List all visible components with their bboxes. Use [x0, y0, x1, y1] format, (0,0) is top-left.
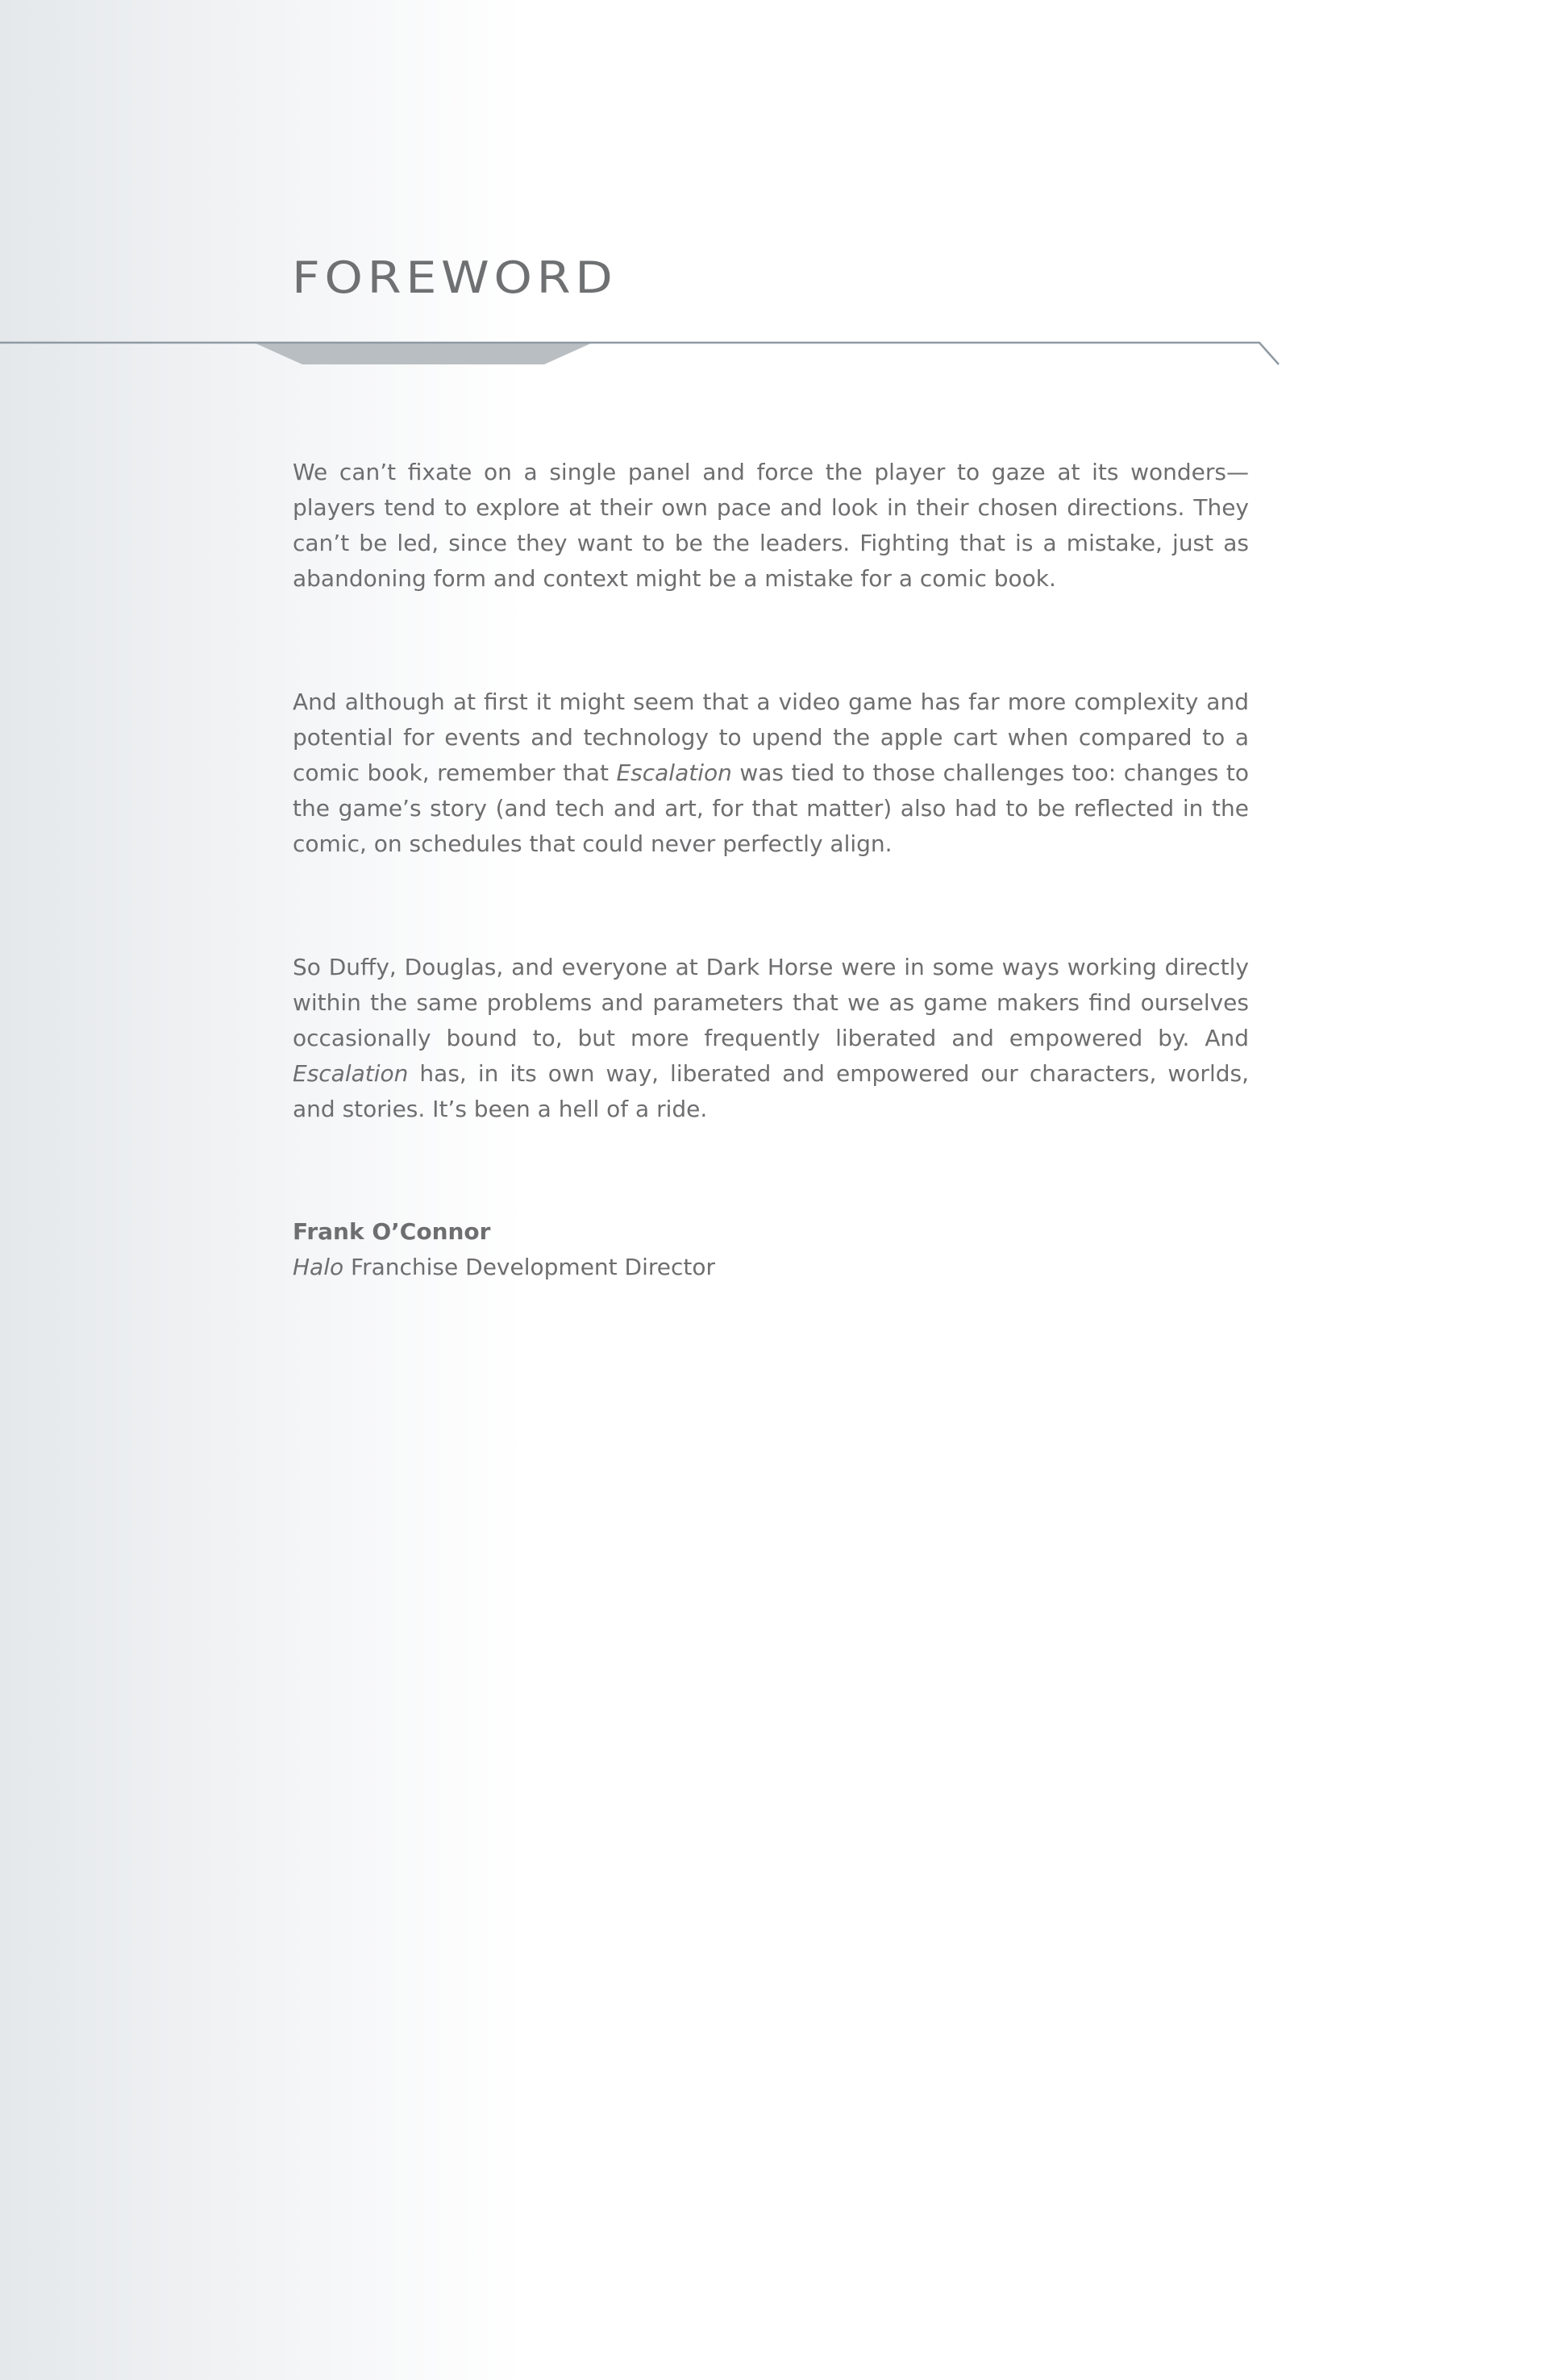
signature-block — [293, 1214, 715, 1285]
paragraph-2-title-escalation: Escalation — [616, 759, 732, 786]
paragraph-2-text-a: And although at first it might seem that a video game has far more complexity and potential for events and technology to upend the apple cart when compared to a comic book, remember that — [293, 689, 1249, 786]
rule-tab — [254, 343, 593, 364]
paragraph-3-title-escalation: Escalation — [293, 1060, 409, 1087]
paragraph-3-text-a: So Duffy, Douglas, and everyone at Dark Horse were in some ways working directly within the same problems and parameters that we as game makers find ourselves occasionally bound to, but more frequently liberated and empowered by. And — [293, 954, 1249, 1051]
paragraph-3-text-b: has, in its own way, liberated and empowered our characters, worlds, and stories. It’s been a hell of a ride. — [293, 1060, 1249, 1122]
author-title-halo: Halo — [293, 1254, 344, 1280]
paragraph-3 — [293, 950, 1249, 1127]
author-title — [293, 1250, 715, 1285]
rule-line — [0, 343, 1279, 364]
author-title-rest: Franchise Development Director — [343, 1254, 716, 1280]
paragraph-2 — [293, 684, 1249, 862]
paragraph-1: We can’t fixate on a single panel and force the player to gaze at its wonders—players tend to explore at their own pace and look in their chosen directions. They can’t be led, since they want to be the leaders. Fighting that is a mistake, just as abandoning form and context might be a mistake for a comic book. — [293, 459, 1249, 592]
page-title: FOREWORD — [292, 252, 618, 303]
paragraph-2-text-b: was tied to those challenges too: changes to the game’s story (and tech and art, for that matter) also had to be reflected in the comic, on schedules that could never perfectly align. — [293, 759, 1249, 857]
author-name: Frank O’Connor — [293, 1218, 491, 1245]
header-rule — [0, 331, 1548, 387]
